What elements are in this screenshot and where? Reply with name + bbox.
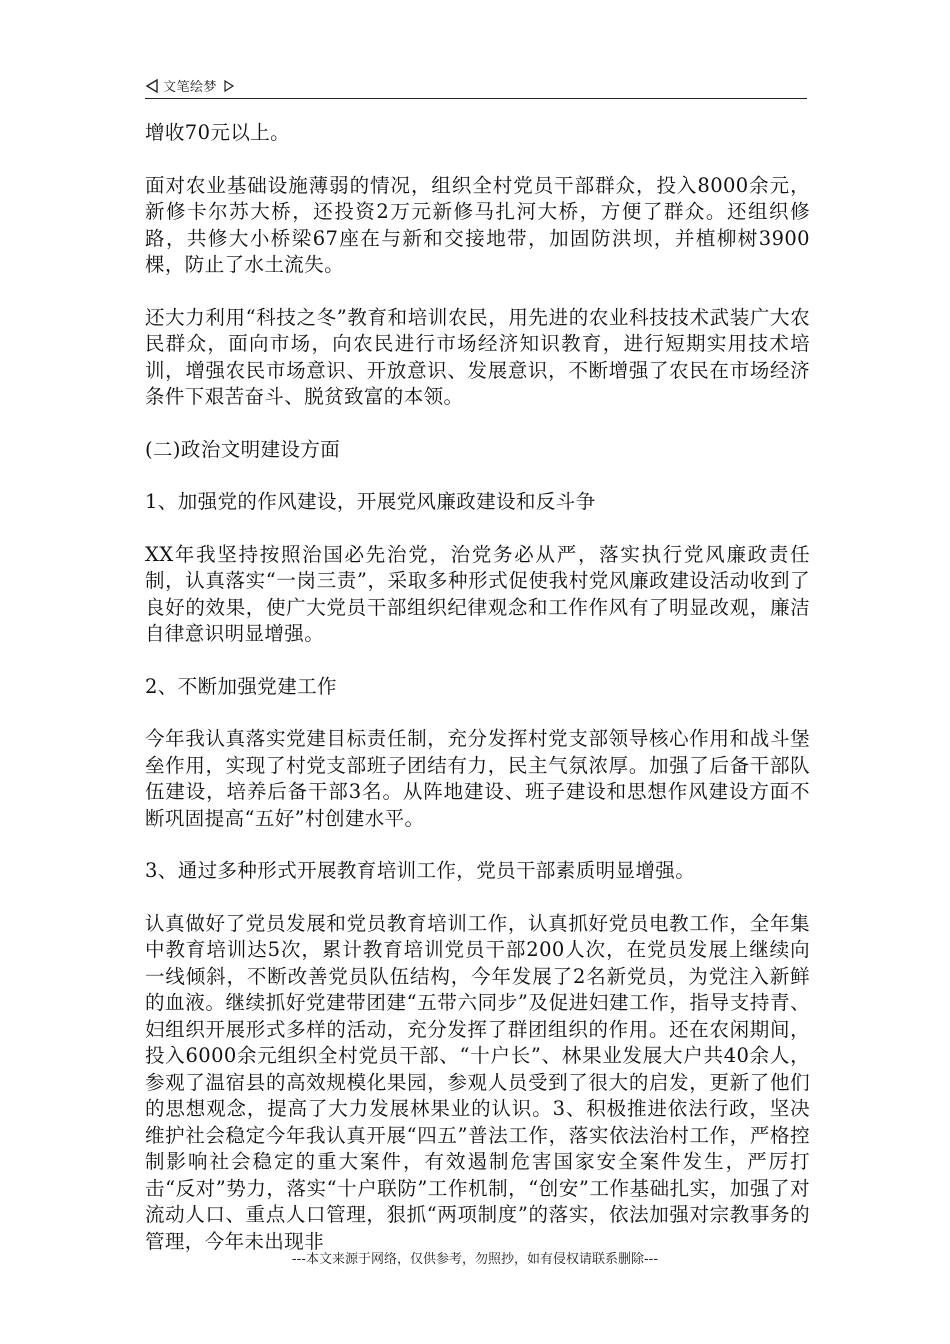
paragraph: 认真做好了党员发展和党员教育培训工作，认真抓好党员电教工作，全年集中教育培训达5次，累计教育培训党员干部200人次，在党员发展上继续向一线倾斜，不断改善党员队伍结构，今年发展了2名新党员，为党注入新鲜的血液。继续抓好党建带团建“五带六同步”及促进妇建工作，指导支持青、妇组织开展形式多样的活动，充分发挥了群团组织的作用。还在农闲期间，投入6000余元组织全村党员干部、“十户长”、林果业发展大户共40余人，参观了温宿县的高效规模化果园，参观人员受到了很大的启发，更新了他们的思想观念，提高了大力发展林果业的认识。3、积极推进依法行政，坚决维护社会稳定今年我认真开展“四五”普法工作，落实依法治村工作，严格控制影响社会稳定的重大案件，有效遏制危害国家安全案件发生，严厉打击“反对”势力，落实“十户联防”工作机制，“创安”工作基础扎实，加强了对流动人口、重点人口管理，狠抓“两项制度”的落实，依法加强对宗教事务的管理，今年未出现非 [145, 911, 810, 1253]
subsection-heading: 3、通过多种形式开展教育培训工作，党员干部素质明显增强。 [145, 859, 696, 882]
triangle-left-icon [145, 78, 159, 94]
document-body [145, 120, 810, 1255]
page-header [145, 70, 807, 99]
paragraph: 今年我认真落实党建目标责任制，充分发挥村党支部领导核心作用和战斗堡垒作用，实现了村党支部班子团结有力，民主气氛浓厚。加强了后备干部队伍建设，培养后备干部3名。从阵地建设、班子建设和思想作风建设方面不断巩固提高“五好”村创建水平。 [145, 727, 810, 830]
paragraph: XX年我坚持按照治国必先治党，治党务必从严，落实执行党风廉政责任制，认真落实“一岗三责”，采取多种形式促使我村党风廉政建设活动收到了良好的效果，使广大党员干部组织纪律观念和工作作风有了明显改观，廉洁自律意识明显增强。 [145, 542, 810, 645]
subsection-heading: 2、不断加强党建工作 [145, 674, 337, 698]
triangle-right-icon [223, 79, 235, 93]
header-brand-row [145, 76, 235, 95]
paragraph: 面对农业基础设施薄弱的情况，组织全村党员干部群众，投入8000余元，新修卡尔苏大桥，还投资2万元新修马扎河大桥，方便了群众。还组织修路，共修大小桥梁67座在与新和交接地带，加固防洪坝，并植柳树3900棵，防止了水土流失。 [145, 173, 810, 276]
paragraph: 增收70元以上。 [145, 121, 291, 144]
section-heading: (二)政治文明建设方面 [145, 437, 341, 461]
subsection-heading: 1、加强党的作风建设，开展党风廉政建设和反斗争 [145, 490, 596, 513]
header-brand: 文笔绘梦 [163, 80, 218, 95]
paragraph: 还大力利用“科技之冬”教育和培训农民，用先进的农业科技技术武装广大农民群众，面向市场，向农民进行市场经济知识教育，进行短期实用技术培训，增强农民市场意识、开放意识、发展意识，不断增强了农民在市场经济条件下艰苦奋斗、脱贫致富的本领。 [145, 305, 810, 408]
page-footer-disclaimer: ---本文来源于网络，仅供参考，勿照抄，如有侵权请联系删除--- [291, 1252, 659, 1267]
